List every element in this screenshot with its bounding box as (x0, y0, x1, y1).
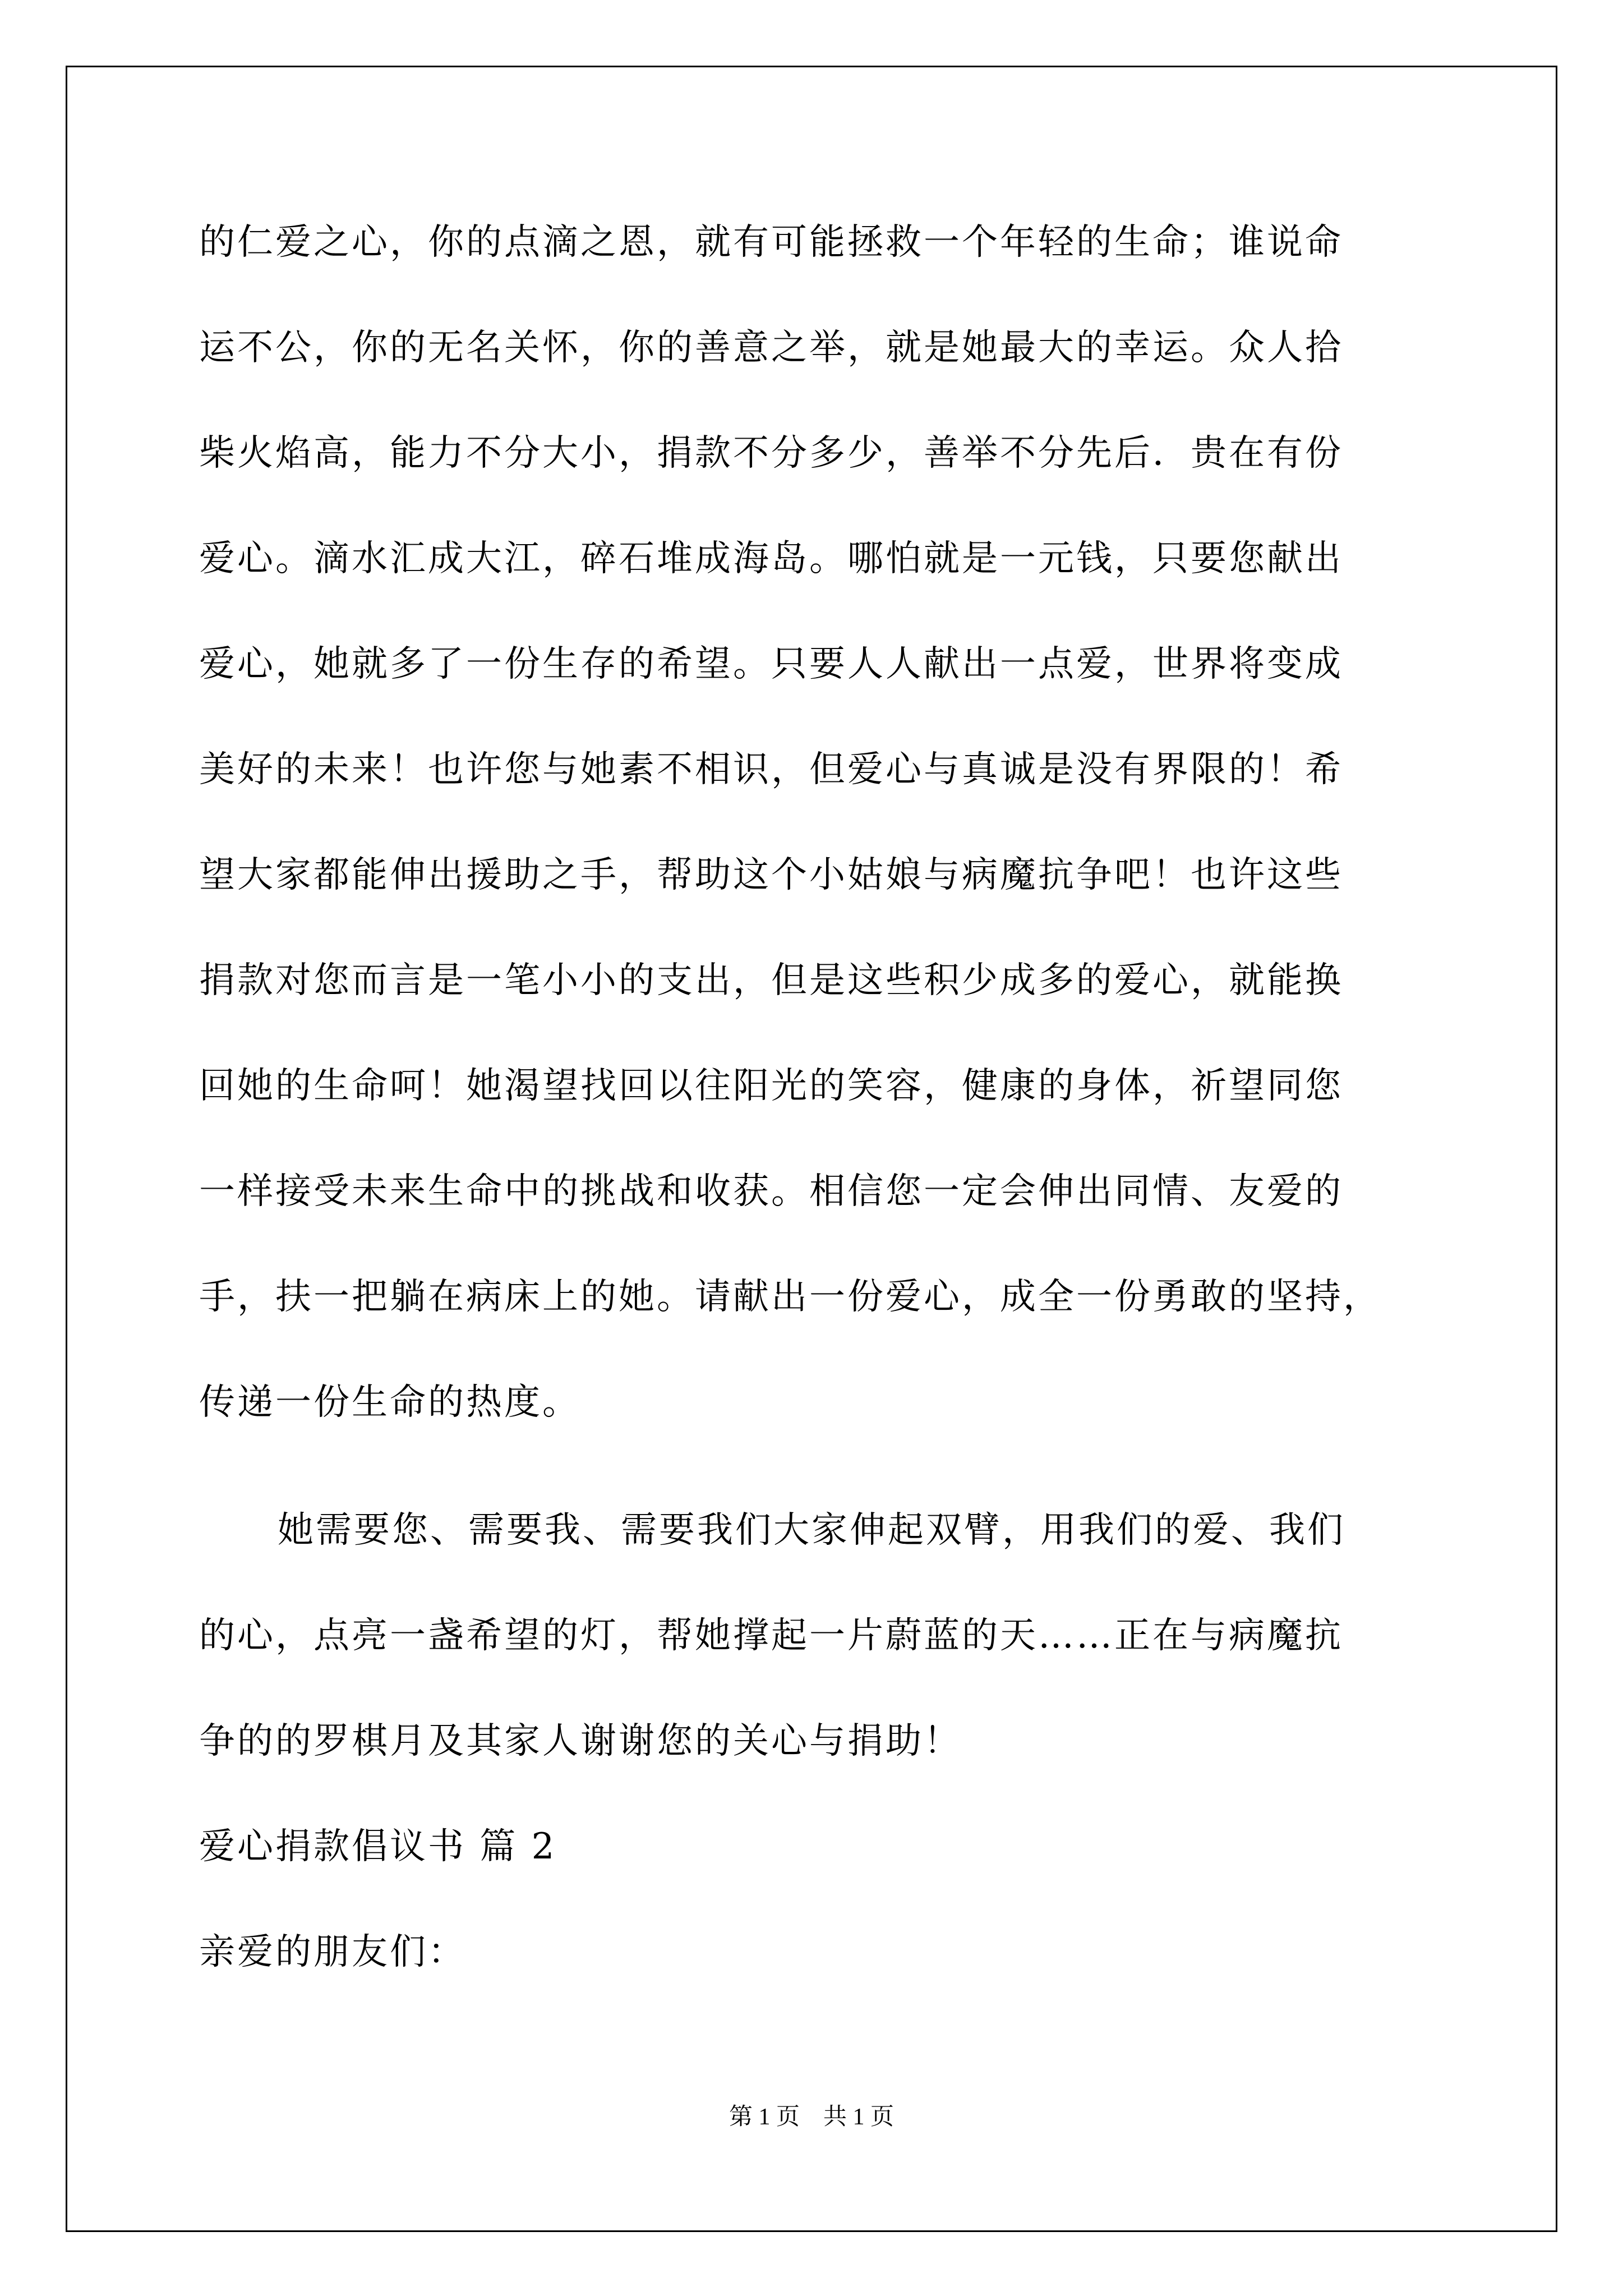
text-line: 传递一份生命的热度。 (199, 1382, 580, 1423)
text-line: 爱心。滴水汇成大江，碎石堆成海岛。哪怕就是一元钱，只要您献出 (199, 538, 1343, 579)
page-border (66, 66, 1557, 2232)
text-line: 的仁爱之心，你的点滴之恩，就有可能拯救一个年轻的生命；谁说命 (199, 222, 1343, 263)
text-line: 回她的生命呵！她渴望找回以往阳光的笑容，健康的身体，祈望同您 (199, 1065, 1343, 1107)
text-line: 一样接受未来生命中的挑战和收获。相信您一定会伸出同情、友爱的 (199, 1171, 1343, 1212)
text-line: 望大家都能伸出援助之手，帮助这个小姑娘与病魔抗争吧！也许这些 (199, 854, 1343, 896)
page-footer: 第 1 页 共 1 页 (728, 2104, 894, 2130)
text-line: 争的的罗棋月及其家人谢谢您的关心与捐助！ (199, 1720, 962, 1762)
text-line: 手，扶一把躺在病床上的她。请献出一份爱心，成全一份勇敢的坚持， (199, 1276, 1381, 1318)
text-line: 运不公，你的无名关怀，你的善意之举，就是她最大的幸运。众人拾 (199, 327, 1343, 369)
text-line: 爱心，她就多了一份生存的希望。只要人人献出一点爱，世界将变成 (199, 643, 1343, 685)
text-line: 美好的未来！也许您与她素不相识，但爱心与真诚是没有界限的！希 (199, 749, 1343, 790)
text-line: 柴火焰高，能力不分大小，捐款不分多少，善举不分先后．贵在有份 (199, 432, 1343, 474)
text-line: 捐款对您而言是一笔小小的支出，但是这些积少成多的爱心，就能换 (199, 960, 1343, 1001)
text-line: 的心，点亮一盏希望的灯，帮她撑起一片蔚蓝的天……正在与病魔抗 (199, 1615, 1343, 1657)
paragraph-first-line: 她需要您、需要我、需要我们大家伸起双臂，用我们的爱、我们 (278, 1510, 1345, 1551)
salutation: 亲爱的朋友们： (199, 1931, 466, 1973)
section-heading: 爱心捐款倡议书 篇 2 (199, 1826, 557, 1867)
